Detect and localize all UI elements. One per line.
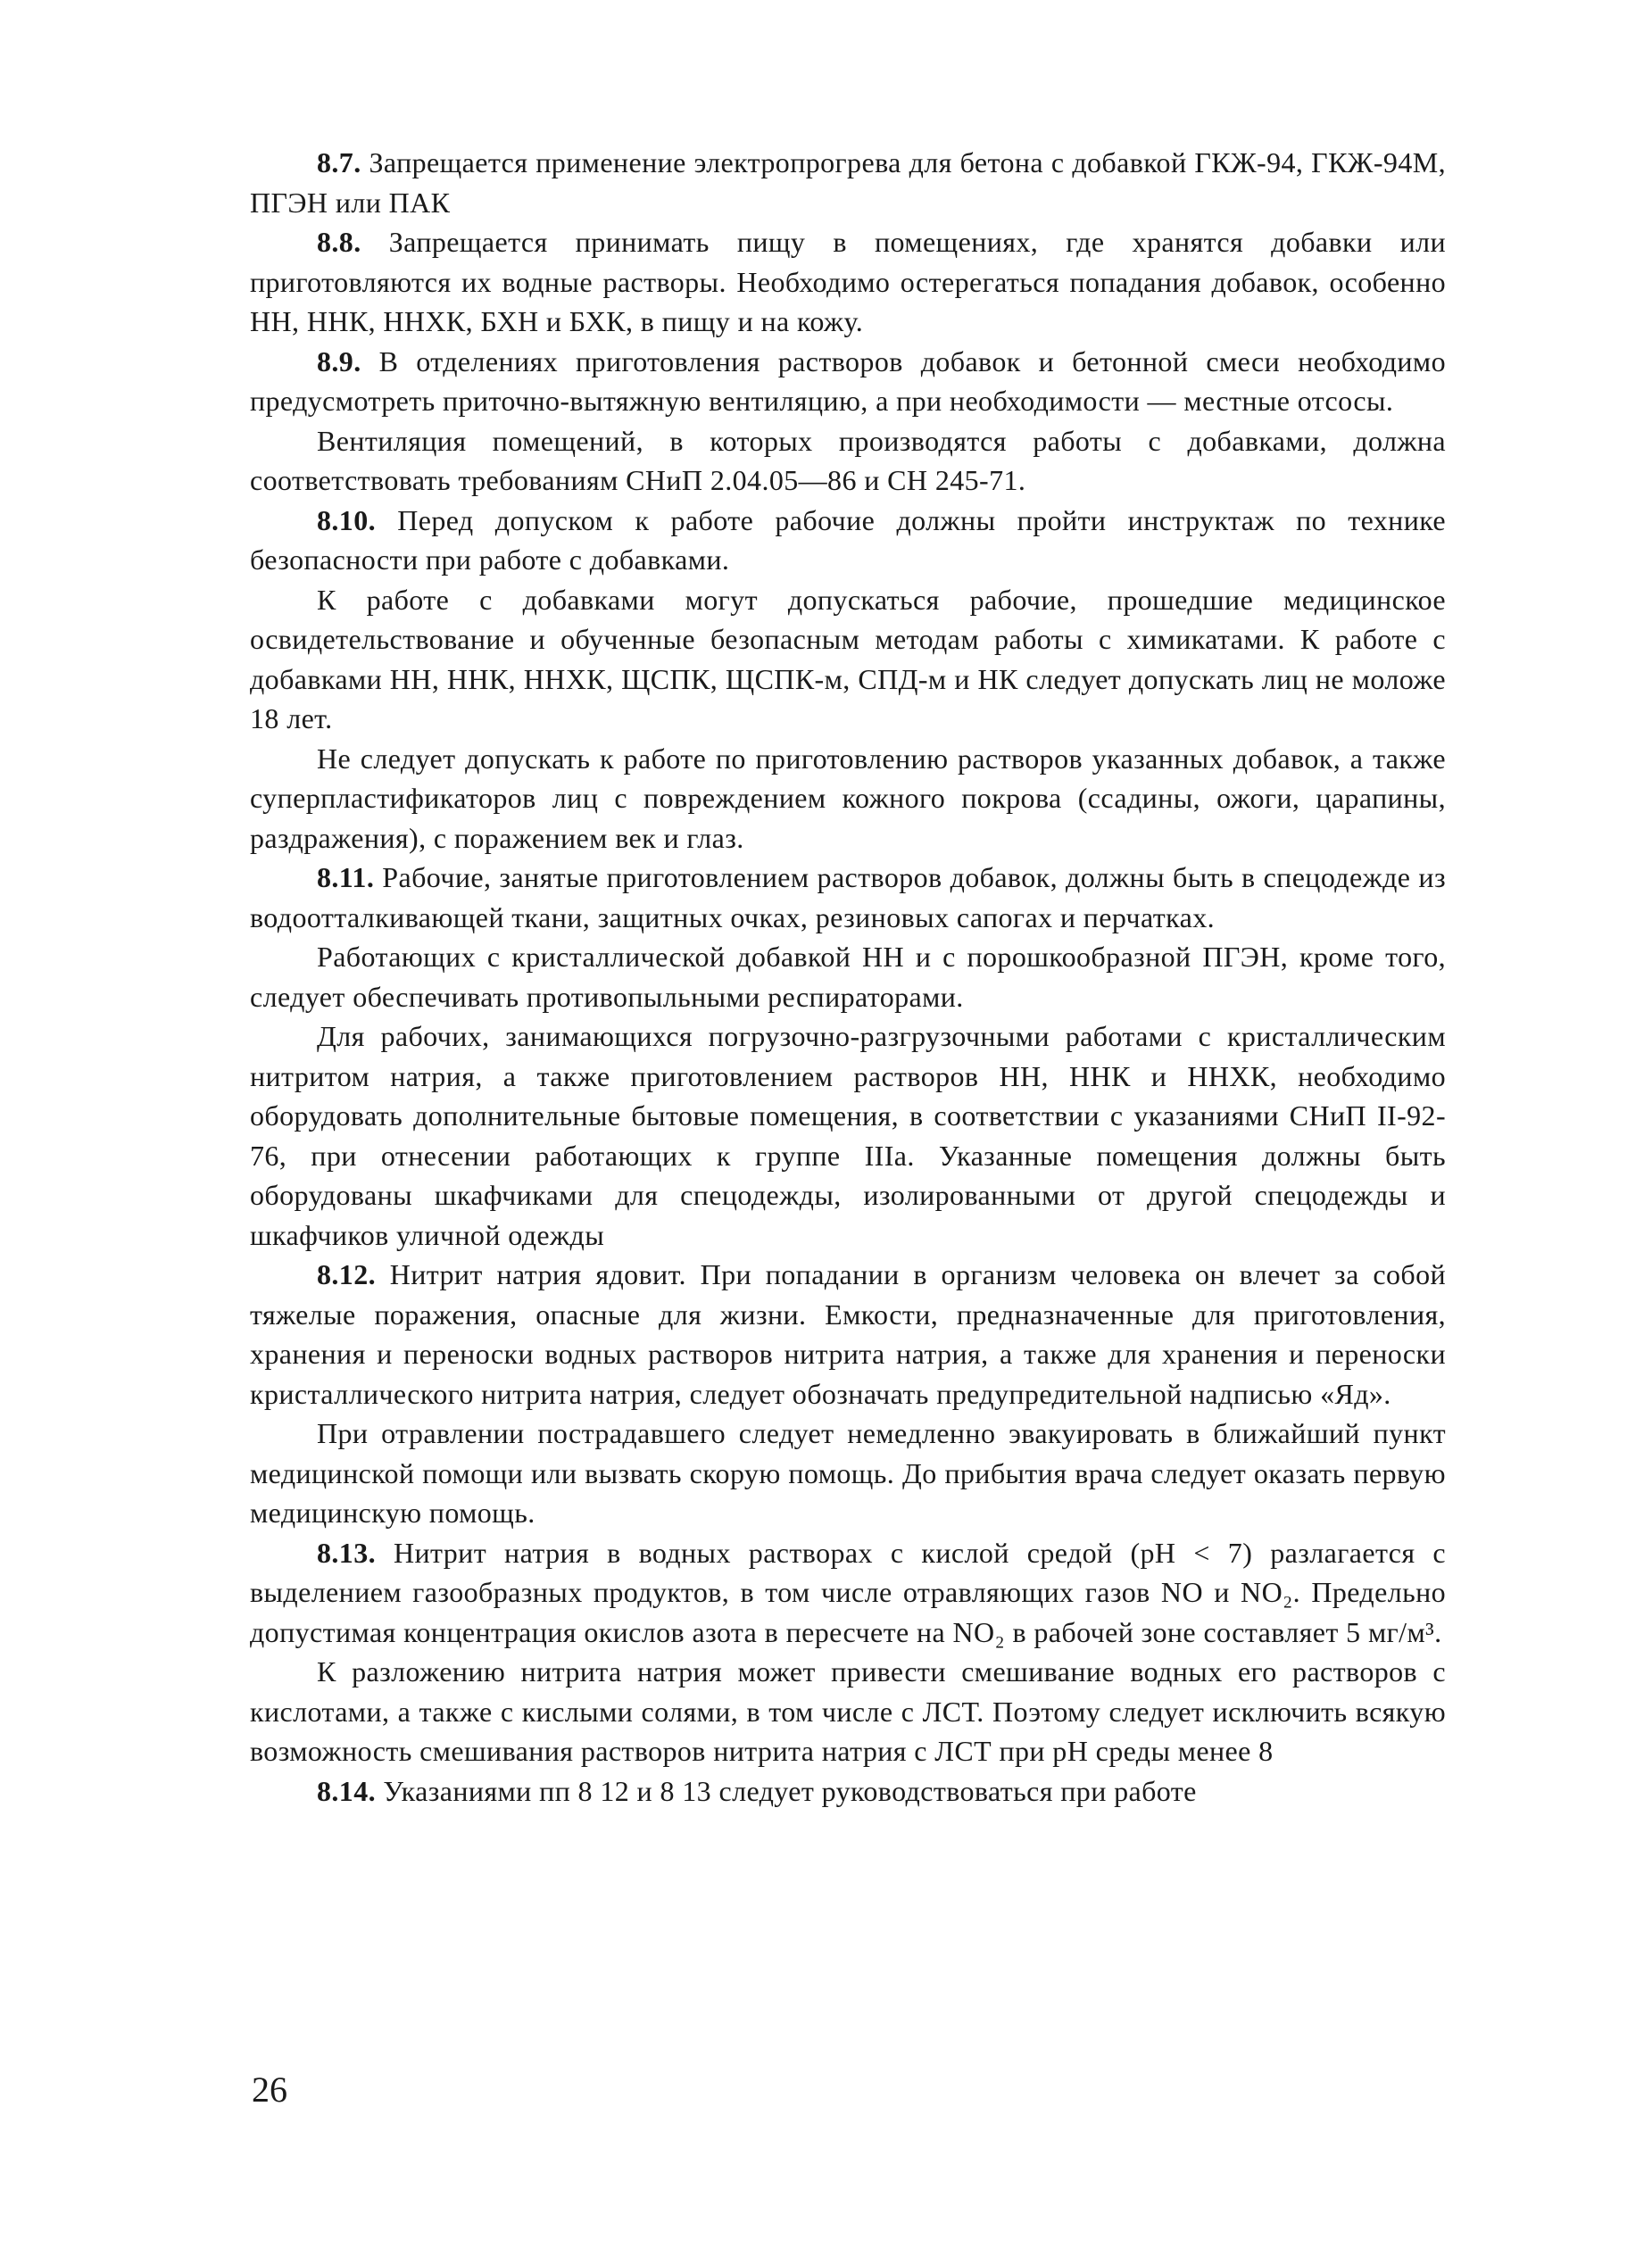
paragraph-number: 8.14. (317, 1774, 376, 1807)
paragraph-number: 8.11. (317, 861, 375, 893)
paragraph-text: Запрещается принимать пищу в помещениях, где хранятся добавки или приготовляются их водные растворы. Необходимо остерегаться попадания добавок, особенно НН, ННК, ННХК, БХН и БХК, в пищу и на кожу. (250, 226, 1447, 337)
paragraph-8-8 (250, 222, 1446, 342)
paragraph-facilities (250, 1016, 1446, 1255)
paragraph-text: Для рабочих, занимающихся погрузочно-разгрузочными работами с кристаллическим нитритом натрия, а также приготовлением растворов НН, ННК и ННХК, необходимо оборудовать дополнительные бытовые помещения, в соответствии с указаниями СНиП II-92-76, при отнесении работающих к группе IIIа. Указанные помещения должны быть оборудованы шкафчиками для спецодежды, изолированными от другой спецодежды и шкафчиков уличной одежды (250, 1020, 1446, 1251)
paragraph-8-14 (250, 1771, 1446, 1812)
paragraph-number: 8.10. (317, 503, 376, 536)
paragraph-text: Перед допуском к работе рабочие должны пройти инструктаж по технике безопасности при работе с добавками. (250, 503, 1446, 576)
paragraph-8-12 (250, 1255, 1446, 1414)
paragraph-number: 8.8. (317, 226, 361, 258)
paragraph-8-9 (250, 342, 1446, 421)
paragraph-respirators (250, 937, 1446, 1016)
paragraph-text: Не следует допускать к работе по приготовлению растворов указанных добавок, а также суперпластификаторов лиц с повреждением кожного покрова (ссадины, ожоги, царапины, раздражения), с поражением век и глаз. (250, 742, 1446, 854)
paragraph-text: Нитрит натрия в водных растворах с кислой средой (pH < 7) разлагается с выделением газообразных продуктов, в том числе отравляющих газов NO и NO₂. Предельно допустимая концентрация окислов азота в пересчете на NO₂ в рабочей зоне составляет 5 мг/м³. (250, 1536, 1447, 1648)
body-text (250, 143, 1446, 1811)
paragraph-decomposition (250, 1652, 1446, 1771)
paragraph-poisoning (250, 1414, 1446, 1533)
paragraph-text: К разложению нитрита натрия может привести смешивание водных его растворов с кислотами, а также с кислыми солями, в том числе с ЛСТ. Поэтому следует исключить всякую возможность смешивания растворов нитрита натрия с ЛСТ при pH среды менее 8 (250, 1655, 1446, 1767)
paragraph-text: При отравлении пострадавшего следует немедленно эвакуировать в ближайший пункт медицинской помощи или вызвать скорую помощь. До прибытия врача следует оказать первую медицинскую помощь. (250, 1417, 1446, 1529)
paragraph-text: Вентиляция помещений, в которых производятся работы с добавками, должна соответствовать требованиям СНиП 2.04.05—86 и СН 245-71. (250, 424, 1446, 496)
paragraph-number: 8.9. (317, 344, 361, 377)
paragraph-number: 8.7. (317, 146, 361, 178)
paragraph-text: В отделениях приготовления растворов добавок и бетонной смеси необходимо предусмотреть приточно-вытяжную вентиляцию, а при необходимости — местные отсосы. (250, 344, 1446, 417)
paragraph-8-11 (250, 858, 1446, 937)
paragraph-ventilation (250, 421, 1446, 501)
paragraph-text: Запрещается применение электропрогрева для бетона с добавкой ГКЖ-94, ГКЖ-94М, ПГЭН или ПАК (250, 146, 1446, 219)
paragraph-8-7 (250, 143, 1446, 222)
paragraph-8-10 (250, 501, 1446, 580)
paragraph-text: К работе с добавками могут допускаться рабочие, прошедшие медицинское освидетельствование и обученные безопасным методам работы с химикатами. К работе с добавками НН, ННК, ННХК, ЩСПК, ЩСПК-м, СПД-м и НК следует допускать лиц не моложе 18 лет. (250, 583, 1446, 734)
paragraph-text: Нитрит натрия ядовит. При попадании в организм человека он влечет за собой тяжелые поражения, опасные для жизни. Емкости, предназначенные для приготовления, хранения и переноски водных растворов нитрита натрия, а также для хранения и переноски кристаллического нитрита натрия, следует обозначать предупредительной надписью «Яд». (250, 1258, 1446, 1410)
paragraph-8-13 (250, 1533, 1446, 1653)
paragraph-text: Указаниями пп 8 12 и 8 13 следует руководствоваться при работе (383, 1774, 1197, 1807)
paragraph-number: 8.13. (317, 1536, 376, 1569)
paragraph-number: 8.12. (317, 1258, 376, 1290)
paragraph-text: Работающих с кристаллической добавкой НН и с порошкообразной ПГЭН, кроме того, следует обеспечивать противопыльными респираторами. (250, 941, 1446, 1013)
paragraph-text: Рабочие, занятые приготовлением растворов добавок, должны быть в спецодежде из водоотталкивающей ткани, защитных очках, резиновых сапогах и перчатках. (250, 861, 1446, 933)
page-number: 26 (252, 2069, 287, 2110)
paragraph-admission (250, 580, 1446, 739)
paragraph-restrictions (250, 739, 1446, 858)
